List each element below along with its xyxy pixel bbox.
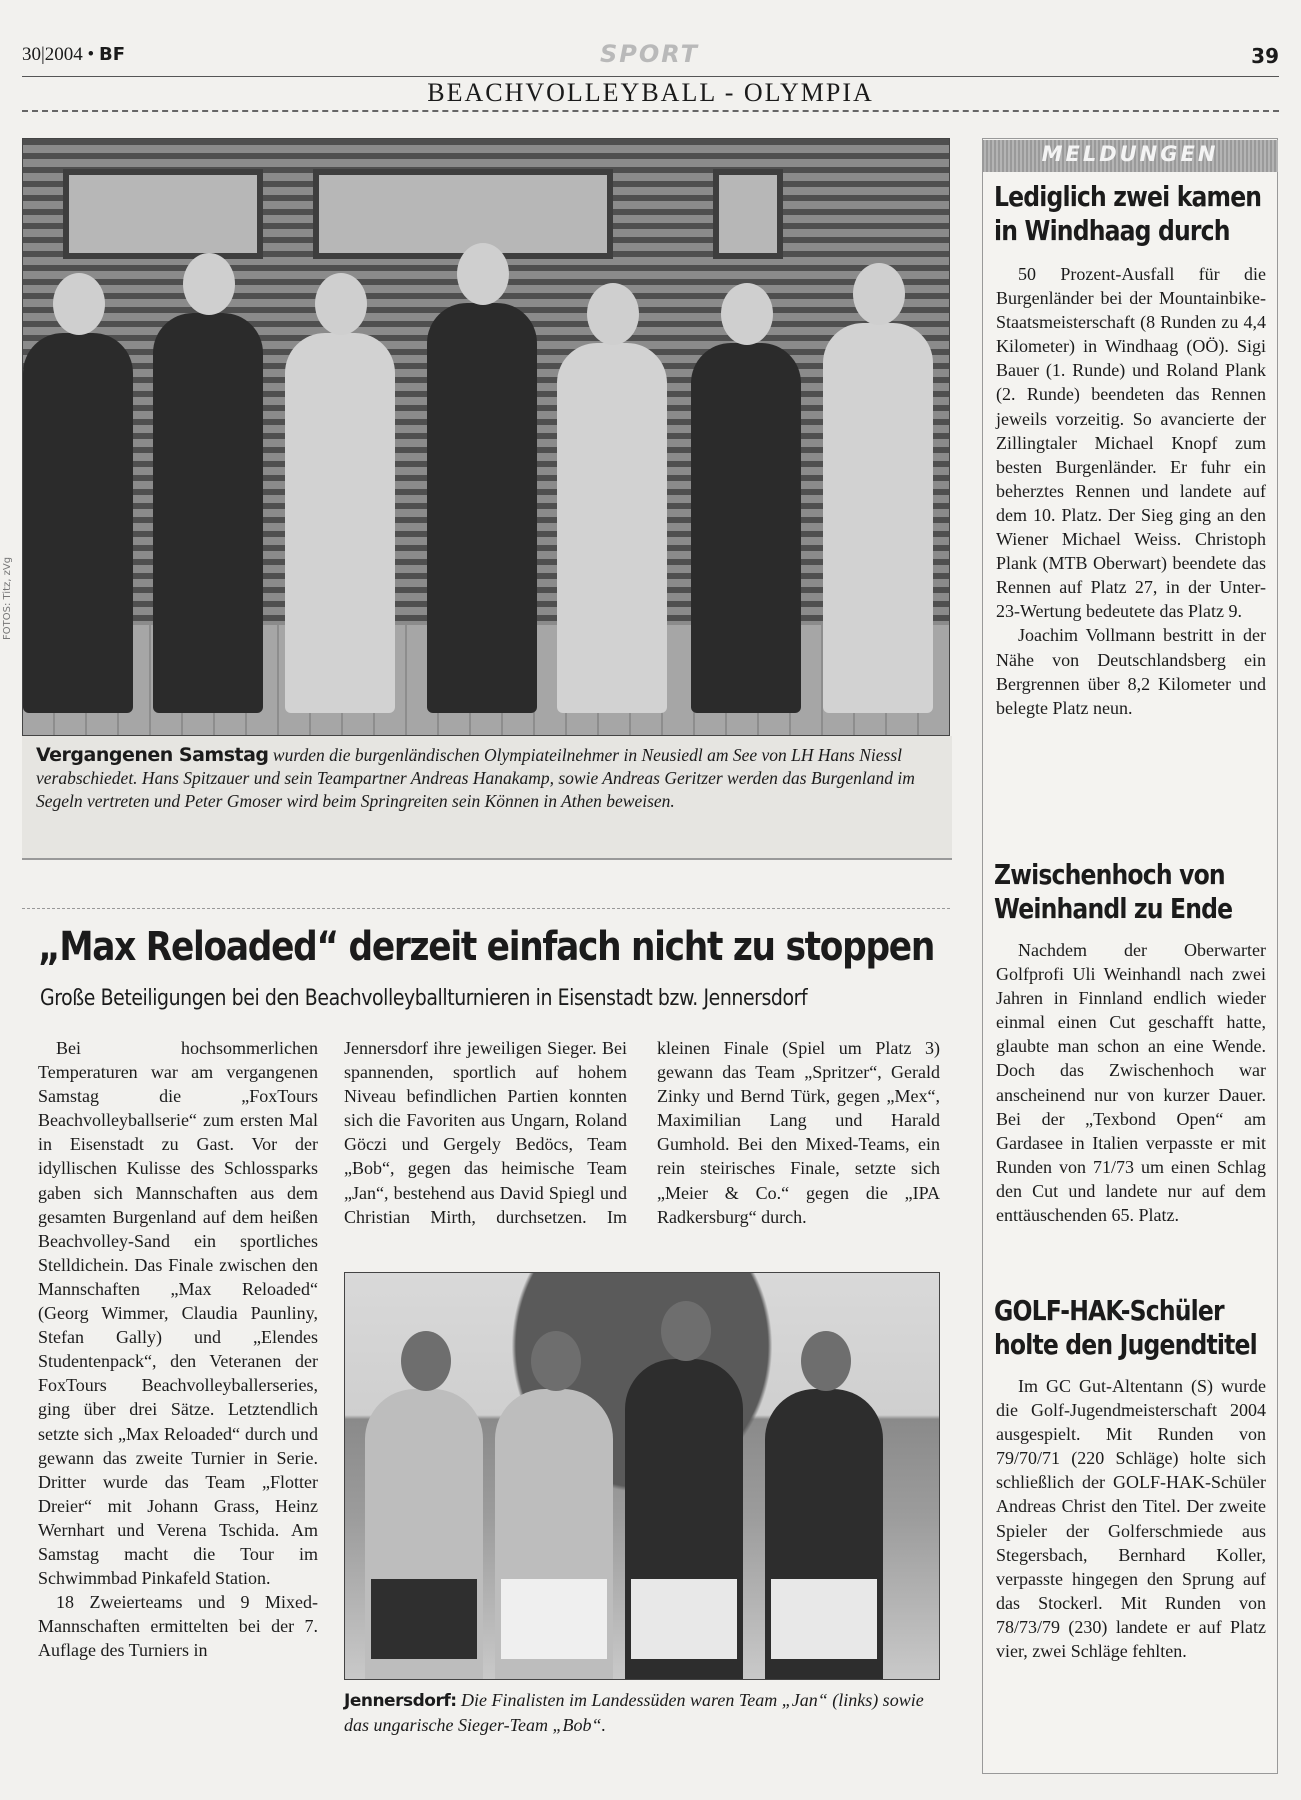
article-subhead: Große Beteiligungen bei den Beachvolleyballturnieren in Eisenstadt bzw. Jennersdorf <box>40 986 808 1011</box>
top-photo-caption <box>36 744 942 813</box>
section-label: SPORT <box>600 40 700 68</box>
news-headline: Zwischenhoch von Weinhandl zu Ende <box>994 858 1233 925</box>
issue-info <box>22 44 125 66</box>
caption-lead: Jennersdorf: <box>344 1691 457 1711</box>
news-paragraph: Nachdem der Oberwarter Golfprofi Uli Weinhandl nach zwei Jahren in Finnland endlich wieder einmal einen Cut geschafft hatte, glaubte man schon an eine Wende. Doch das Zwischenhoch war anscheinend nur von kurzer Dauer. Bei der „Texbond Open“ am Gardasee in Italien verpasste er mit Runden von 71/73 um einen Schlag den Cut und landete nur auf dem enttäuschenden 65. Platz. <box>996 940 1266 1226</box>
caption-text: Die Finalisten im Landessüden waren Team „Jan“ (links) sowie das ungarische Sieger-Team „Bob“. <box>344 1690 924 1735</box>
jennersdorf-finalists-photo <box>344 1272 940 1680</box>
sidebar-title: MELDUNGEN <box>1041 142 1219 166</box>
caption-text: wurden die burgenländischen Olympiateilnehmer in Neusiedl am See von LH Hans Niessl verabschiedet. Hans Spitzauer und sein Teampartner Andreas Hanakamp, sowie Andreas Geritzer werden das Burgenland im Segeln vertreten und Peter Gmoser wird beim Springreiten sein Können in Athen beweisen. <box>36 745 915 811</box>
news-headline: GOLF-HAK-Schüler holte den Jugendtitel <box>994 1294 1257 1361</box>
news-body <box>996 262 1266 720</box>
page-number: 39 <box>1251 44 1279 68</box>
article-paragraph: Bei hochsommerlichen Temperaturen war am vergangenen Samstag die „FoxTours Beachvolleyballserie“ zum ersten Mal in Eisenstadt zu Gast. Vor der idyllischen Kulisse des Schlossparks gaben sich Mannschaften aus dem gesamten Burgenland auf dem heißen Beachvolley-Sand ein sportliches Stelldichein. Das Finale zwischen den Mannschaften „Max Reloaded“ (Georg Wimmer, Claudia Paunliny, Stefan Gally) und „Elendes Studentenpack“, den Veteranen der FoxTours Beachvolleyballerseries, ging über drei Sätze. Letztendlich setzte sich „Max Reloaded“ durch und gewann das zweite Turnier in Serie. Dritter wurde das Team „Flotter Dreier“ mit Johann Grass, Heinz Wernhart und Verena Tschida. Am Samstag macht die Tour im Schwimmbad Pinkafeld Station. <box>38 1038 318 1589</box>
news-paragraph: Im GC Gut-Altentann (S) wurde die Golf-Jugendmeisterschaft 2004 ausgespielt. Mit Runden von 79/70/71 (220 Schläge) holte sich schließlich der GOLF-HAK-Schüler Andreas Christ den Titel. Der zweite Spieler der Golferschmiede aus Stegersbach, Bernhard Koller, verpasste hingegen den Sprung auf das Stockerl. Mit Runden von 78/73/79 (230) landete er auf Platz vier, zwei Schläge fehlten. <box>996 1376 1266 1662</box>
section-title: BEACHVOLLEYBALL - OLYMPIA <box>427 78 874 107</box>
news-body <box>996 1374 1266 1663</box>
bottom-photo-caption <box>344 1688 940 1737</box>
paper-name: BF <box>98 44 125 65</box>
issue-number: 30|2004 • <box>22 44 95 65</box>
caption-lead: Vergangenen Samstag <box>36 744 269 766</box>
article-column-2-3 <box>344 1036 940 1266</box>
news-headline: Lediglich zwei kamen in Windhaag durch <box>994 180 1262 247</box>
article-paragraph: 18 Zweierteams und 9 Mixed-Mannschaften ermittelten bei der 7. Auflage des Turniers in <box>38 1592 318 1661</box>
news-paragraph: Joachim Vollmann bestritt in der Nähe von Deutschlandsberg ein Bergrennen über 8,2 Kilometer und belegte Platz neun. <box>996 625 1266 718</box>
header-rule <box>22 76 1279 77</box>
header-dashed-rule <box>22 110 1279 112</box>
olympians-group-photo <box>22 138 950 736</box>
article-headline: „Max Reloaded“ derzeit einfach nicht zu stoppen <box>38 924 935 970</box>
article-column-1 <box>38 1036 318 1662</box>
article-paragraph: Jennersdorf ihre jeweiligen Sieger. Bei spannenden, sportlich auf hohem Niveau befindlichen Partien konnten sich die Favoriten aus Ungarn, Roland Göczi und Gergely Bedöcs, Team „Bob“, gegen das heimische Team „Jan“, bestehend aus David Spiegl und Christian Mirth, durchsetzen. Im kleinen Finale (Spiel um Platz 3) gewann das Team „Spritzer“, Gerald Zinky und Bernd Türk, gegen „Mex“, Maximilian Lang und Harald Gumhold. Bei den Mixed-Teams, ein rein steirisches Finale, setzte sich „Meier & Co.“ gegen die „IPA Radkersburg“ durch. <box>344 1038 940 1227</box>
article-divider <box>22 908 950 909</box>
news-body <box>996 938 1266 1227</box>
news-paragraph: 50 Prozent-Ausfall für die Burgenländer bei der Mountainbike-Staatsmeisterschaft (8 Runden zu 4,4 Kilometer) in Windhaag (OÖ). Sigi Bauer (1. Runde) und Roland Plank (2. Runde) beendeten das Rennen jeweils vorzeitig. So avancierte der Zillingtaler Michael Knopf zum besten Burgenländer. Er fuhr ein beherztes Rennen und landete auf dem 10. Platz. Der Sieg ging an den Wiener Michael Weiss. Christoph Plank (MTB Oberwart) beendete das Rennen auf Platz 27, in der Unter-23-Wertung bedeutete das Platz 9. <box>996 264 1266 622</box>
photo-credit: FOTOS: Titz, zVg <box>2 556 13 640</box>
